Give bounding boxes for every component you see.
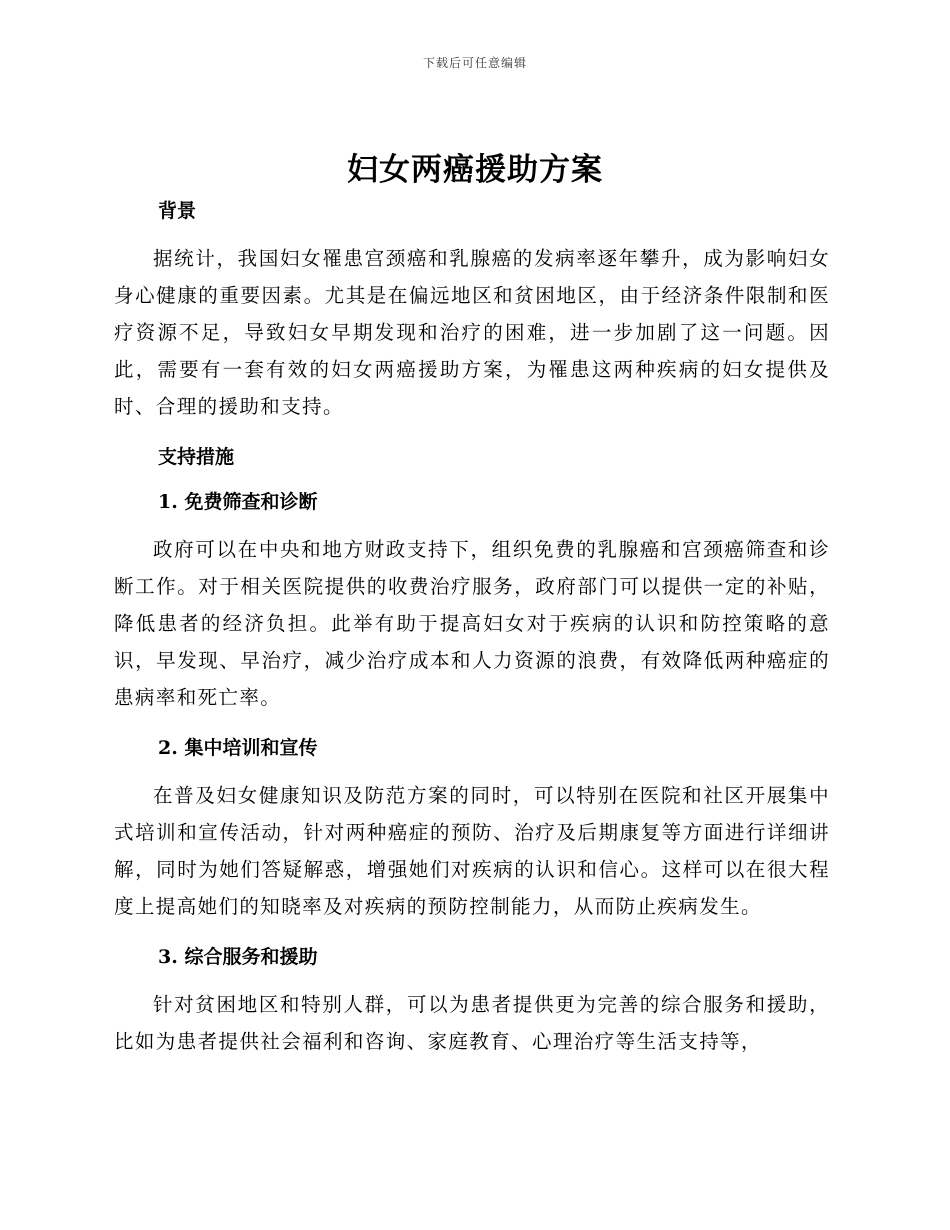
page-header-note: 下载后可任意编辑 xyxy=(422,56,527,70)
heading-comprehensive-services: 3. 综合服务和援助 xyxy=(158,946,318,968)
paragraph-free-screening: 政府可以在中央和地方财政支持下，组织免费的乳腺癌和宫颈癌筛查和诊断工作。对于相关医院提供的收费治疗服务，政府部门可以提供一定的补贴，降低患者的经济负担。此举有助于提高妇女对于疾病的认识和防控策略的意识，早发现、早治疗，减少治疗成本和人力资源的浪费，有效降低两种癌症的患病率和死亡率。 xyxy=(114,538,830,709)
heading-free-screening: 1. 免费筛查和诊断 xyxy=(158,491,318,513)
heading-support-measures: 支持措施 xyxy=(158,446,235,468)
heading-background: 背景 xyxy=(158,200,197,222)
paragraph-background: 据统计，我国妇女罹患宫颈癌和乳腺癌的发病率逐年攀升，成为影响妇女身心健康的重要因素。尤其是在偏远地区和贫困地区，由于经济条件限制和医疗资源不足，导致妇女早期发现和治疗的困难，进一步加剧了这一问题。因此，需要有一套有效的妇女两癌援助方案，为罹患这两种疾病的妇女提供及时、合理的援助和支持。 xyxy=(114,247,830,418)
document-body xyxy=(114,195,830,1060)
paragraph-comprehensive-services: 针对贫困地区和特别人群，可以为患者提供更为完善的综合服务和援助，比如为患者提供社会福利和咨询、家庭教育、心理治疗等生活支持等， xyxy=(114,993,830,1053)
paragraph-training-publicity: 在普及妇女健康知识及防范方案的同时，可以特别在医院和社区开展集中式培训和宣传活动，针对两种癌症的预防、治疗及后期康复等方面进行详细讲解，同时为她们答疑解惑，增强她们对疾病的认识和信心。这样可以在很大程度上提高她们的知晓率及对疾病的预防控制能力，从而防止疾病发生。 xyxy=(114,784,830,918)
heading-training-publicity: 2. 集中培训和宣传 xyxy=(158,737,318,759)
document-title: 妇女两癌援助方案 xyxy=(347,152,603,188)
